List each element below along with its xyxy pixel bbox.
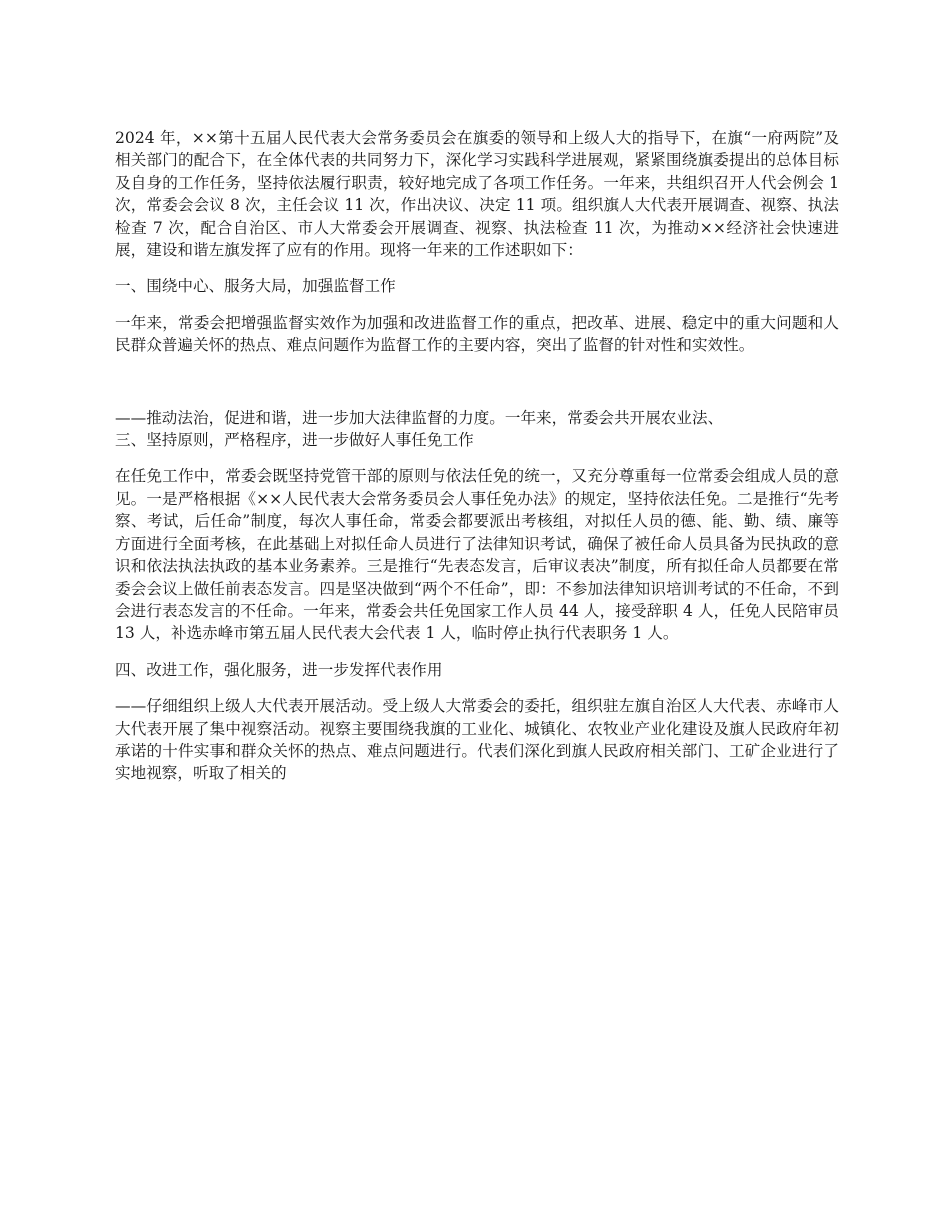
blank-gap — [115, 371, 839, 407]
section-heading-personnel: 三、坚持原则，严格程序，进一步做好人事任免工作 — [115, 431, 474, 450]
document-page — [115, 127, 839, 799]
personnel-paragraph: 在任免工作中，常委会既坚持党管干部的原则与依法任免的统一，又充分尊重每一位常委会组成人员的意见。一是严格根据《××人民代表大会常务委员会人事任免办法》的规定，坚持依法任免。二是推行“先考察、考试，后任命”制度，每次人事任命，常委会都要派出考核组，对拟任人员的德、能、勤、绩、廉等方面进行全面考核，在此基础上对拟任命人员进行了法律知识考试，确保了被任命人员具备为民执政的意识和依法执法执政的基本业务素养。三是推行“先表态发言，后审议表决”制度，所有拟任命人员都要在常委会会议上做任前表态发言。四是坚决做到“两个不任命”，即：不参加法律知识培训考试的不任命，不到会进行表态发言的不任命。一年来，常委会共任免国家工作人员 44 人，接受辞职 4 人，任免人民陪审员 13 人，补选赤峰市第五届人民代表大会代表 1 人，临时停止执行代表职务 1 人。 — [115, 467, 839, 643]
section-heading-representatives: 四、改进工作，强化服务，进一步发挥代表作用 — [115, 660, 443, 679]
intro-paragraph: 2024 年，××第十五届人民代表大会常务委员会在旗委的领导和上级人大的指导下，在旗“一府两院”及相关部门的配合下，在全体代表的共同努力下，深化学习实践科学进展观，紧紧围绕旗委提出的总体目标及自身的工作任务，坚持依法履行职责，较好地完成了各项工作任务。一年来，共组织召开人代会例会 1 次，常委会会议 8 次，主任会议 11 次，作出决议、决定 11 项。组织旗人大代表开展调查、视察、执法检查 7 次，配合自治区、市人大常委会开展调查、视察、执法检查 11 次，为推动××经济社会快速进展，建设和谐左旗发挥了应有的作用。现将一年来的工作述职如下： — [115, 129, 839, 260]
representatives-paragraph: ——仔细组织上级人大代表开展活动。受上级人大常委会的委托，组织驻左旗自治区人大代表、赤峰市人大代表开展了集中视察活动。视察主要围绕我旗的工业化、城镇化、农牧业产业化建设及旗人民政府年初承诺的十件实事和群众关怀的热点、难点问题进行。代表们深化到旗人民政府相关部门、工矿企业进行了实地视察，听取了相关的 — [115, 697, 839, 783]
section-heading-supervision: 一、围绕中心、服务大局，加强监督工作 — [115, 277, 396, 296]
supervision-paragraph: 一年来，常委会把增强监督实效作为加强和改进监督工作的重点，把改革、进展、稳定中的重大问题和人民群众普遍关怀的热点、难点问题作为监督工作的主要内容，突出了监督的针对性和实效性。 — [115, 313, 839, 355]
rule-of-law-paragraph: ——推动法治，促进和谐，进一步加大法律监督的力度。一年来，常委会共开展农业法、 — [115, 408, 724, 427]
